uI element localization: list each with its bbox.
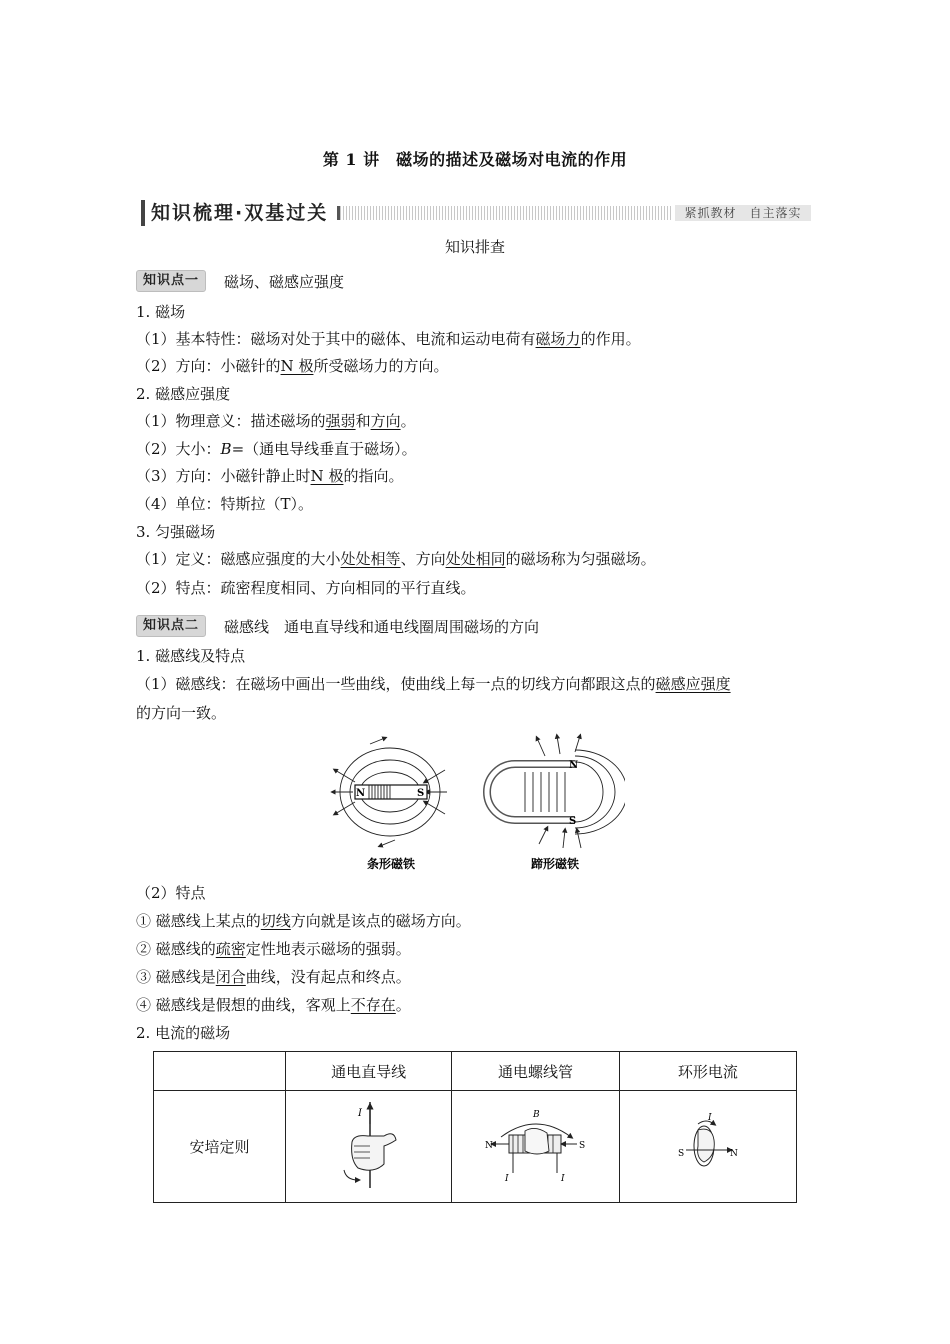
text-line: （1）定义：磁感应强度的大小处处相等、方向处处相同的磁场称为匀强磁场。 — [136, 550, 656, 568]
ring-current-cell — [619, 1091, 796, 1203]
text-line: （2）大小：B=（通电导线垂直于磁场）。 — [136, 440, 417, 458]
table-header-cell — [154, 1052, 286, 1091]
solenoid-cell — [452, 1091, 620, 1203]
page-title: 第 1 讲 磁场的描述及磁场对电流的作用 — [322, 150, 628, 169]
text-line: ④ 磁感线是假想的曲线，客观上不存在。 — [136, 996, 411, 1014]
text-line: 的方向一致。 — [136, 704, 227, 722]
knowledge-badge: 知识点二 — [136, 615, 206, 637]
ring-n-label: N — [729, 1148, 738, 1159]
heading-characteristics: （2）特点 — [136, 884, 206, 902]
horseshoe-s-label: S — [569, 816, 577, 827]
text-line: ③ 磁感线是闭合曲线，没有起点和终点。 — [136, 968, 411, 986]
solenoid-n-label: N — [484, 1140, 493, 1151]
solenoid-hand-figure — [481, 1105, 591, 1185]
bar-magnet-caption: 条形磁铁 — [367, 857, 416, 871]
bar-n-label: N — [356, 788, 366, 799]
knowledge-title: 磁感线 通电直导线和通电线圈周围磁场的方向 — [224, 617, 540, 636]
horseshoe-magnet-caption: 蹄形磁铁 — [531, 857, 580, 871]
ampere-rule-table — [153, 1051, 797, 1203]
ring-current-hand-figure — [668, 1110, 748, 1180]
table-row-label: 安培定则 — [154, 1091, 286, 1203]
table-header-cell: 环形电流 — [619, 1052, 796, 1091]
banner-slogan: 紧抓教材 自主落实 — [675, 205, 811, 221]
text-line: （1）基本特性：磁场对处于其中的磁体、电流和运动电荷有磁场力的作用。 — [136, 330, 641, 348]
text-line: ② 磁感线的疏密定性地表示磁场的强弱。 — [136, 940, 411, 958]
heading-magnetic-induction: 2. 磁感应强度 — [136, 385, 231, 403]
knowledge-title: 磁场、磁感应强度 — [224, 272, 345, 291]
heading-uniform-field: 3. 匀强磁场 — [136, 523, 216, 541]
knowledge-badge: 知识点一 — [136, 270, 206, 292]
horseshoe-magnet-diagram — [487, 736, 625, 848]
heading-current-field: 2. 电流的磁场 — [136, 1024, 231, 1042]
text-line: （1）物理意义：描述磁场的强弱和方向。 — [136, 412, 416, 430]
table-header-cell: 通电螺线管 — [452, 1052, 620, 1091]
straight-wire-cell — [285, 1091, 451, 1203]
solenoid-s-label: S — [578, 1140, 585, 1151]
banner-title: 知识梳理·双基过关 — [141, 200, 328, 226]
knowledge-point-1 — [136, 270, 344, 292]
section-subheading: 知识排查 — [444, 238, 505, 256]
bar-s-label: S — [417, 788, 425, 799]
table-header-cell: 通电直导线 — [285, 1052, 451, 1091]
knowledge-point-2 — [136, 615, 539, 637]
current-label: I — [707, 1112, 712, 1123]
text-line: （4）单位：特斯拉（T）。 — [136, 495, 314, 513]
bar-magnet-diagram — [333, 738, 447, 846]
current-label: I — [504, 1173, 509, 1184]
heading-magnetic-field: 1. 磁场 — [136, 303, 186, 321]
field-label: B — [532, 1109, 540, 1120]
text-line: （2）特点：疏密程度相同、方向相同的平行直线。 — [136, 579, 476, 597]
magnet-field-figure — [325, 732, 625, 877]
table-row — [154, 1091, 797, 1203]
ring-s-label: S — [677, 1148, 685, 1159]
table-header-row — [154, 1052, 797, 1091]
text-line: （1）磁感线：在磁场中画出一些曲线，使曲线上每一点的切线方向都跟这点的磁感应强度 — [136, 675, 731, 693]
section-banner — [141, 200, 811, 226]
text-line: （2）方向：小磁针的N 极所受磁场力的方向。 — [136, 357, 449, 375]
current-label: I — [357, 1107, 362, 1119]
text-line: （3）方向：小磁针静止时N 极的指向。 — [136, 467, 404, 485]
horseshoe-n-label: N — [569, 760, 579, 771]
heading-field-lines: 1. 磁感线及特点 — [136, 647, 246, 665]
banner-divider — [337, 206, 671, 220]
current-label: I — [560, 1173, 565, 1184]
text-line: ① 磁感线上某点的切线方向就是该点的磁场方向。 — [136, 912, 471, 930]
straight-wire-hand-figure — [324, 1100, 414, 1190]
